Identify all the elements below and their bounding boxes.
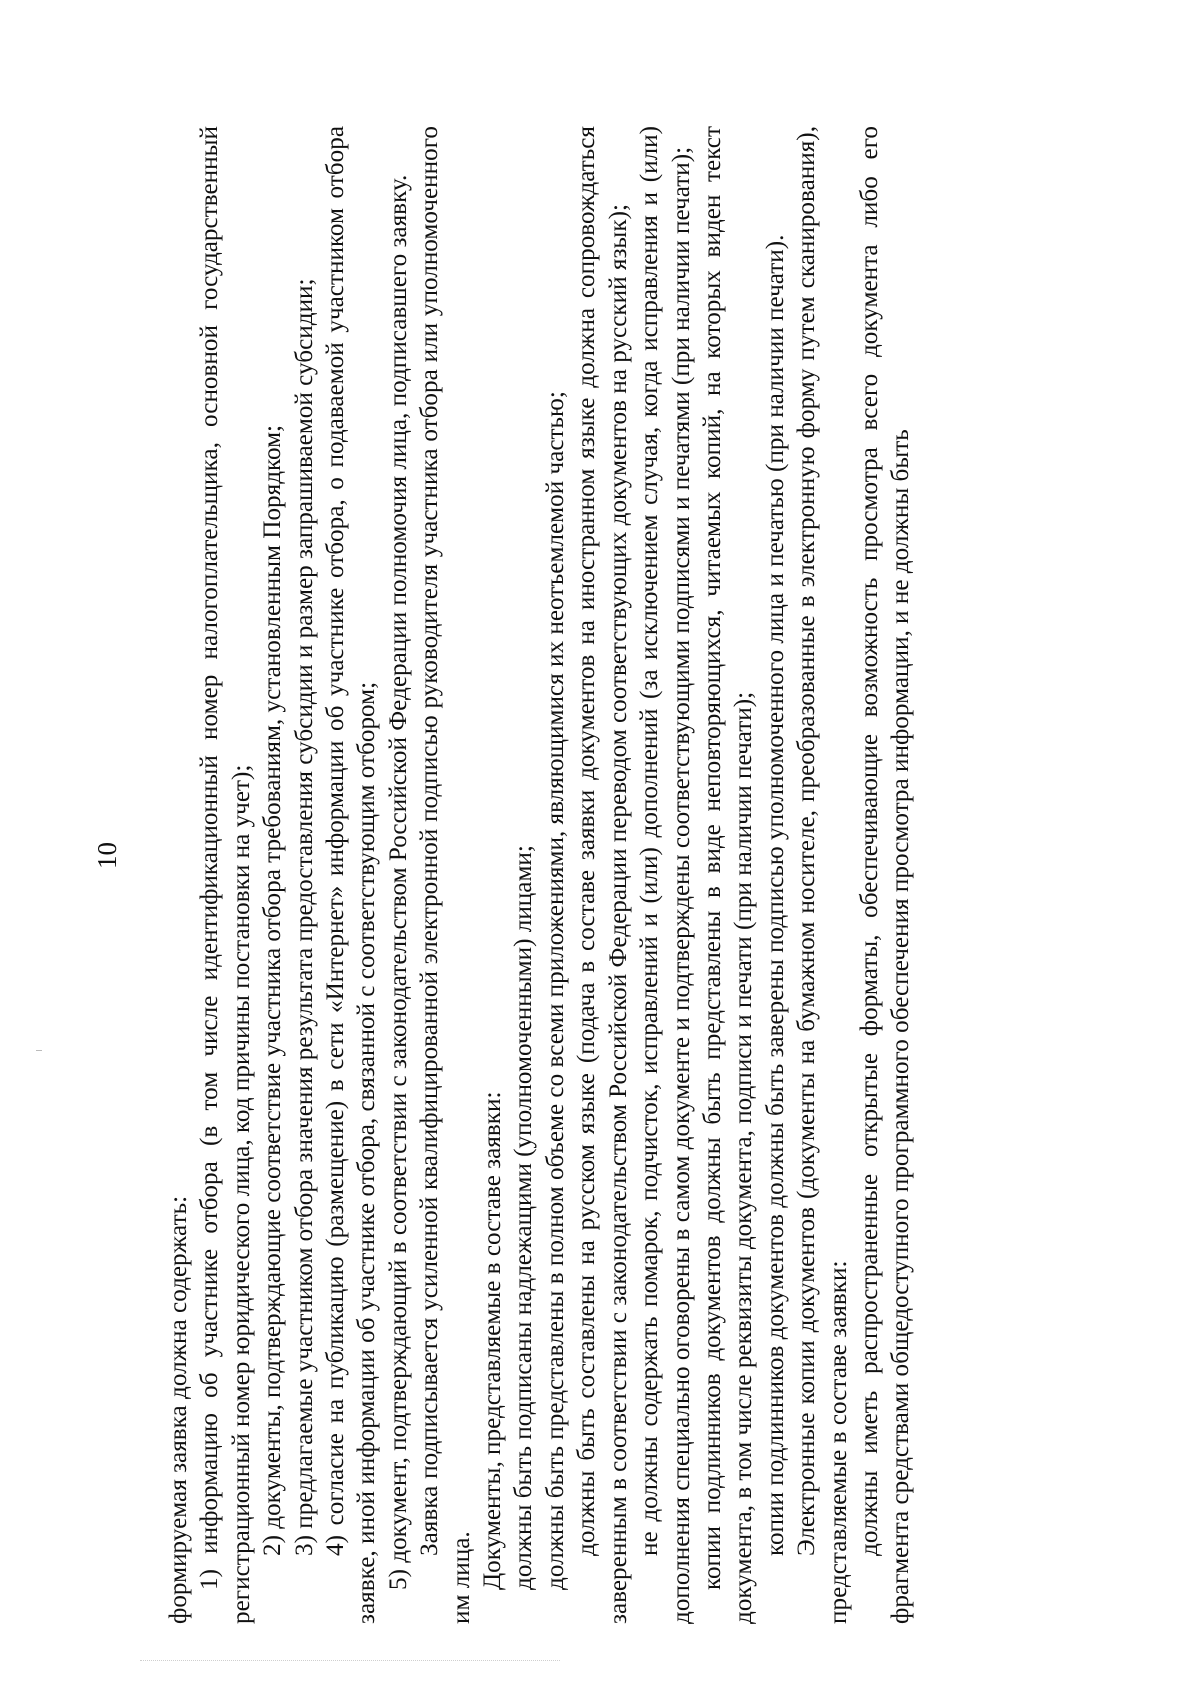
paragraph-req-signed: должны быть подписаны надлежащими (уполномоченными) лицами;	[510, 845, 538, 1590]
paragraph-req-copies-certified: копии подлинников документов должны быть заверены подписью уполномоченного лица и печатью (при наличии печати).	[761, 234, 789, 1556]
paragraph-item-3: 3) предлагаемые участником отбора значения результата предоставления субсидии и размер запрашиваемой субсидии;	[290, 278, 318, 1556]
paragraph-electronic-copies: Электронные копии документов (документы на бумажном носителе, преобразованные в электронную форму путем сканирования), представляемые в составе заявки:	[793, 126, 852, 1624]
paragraph-req-complete: должны быть представлены в полном объеме со всеми приложениями, являющимися их неотъемлемой частью;	[541, 391, 569, 1590]
faint-scan-marks	[140, 1660, 560, 1665]
paragraph-item-4: 4) согласие на публикацию (размещение) в сети «Интернет» информации об участнике отбора, о подаваемой участником отбора заявке, иной информации об участнике отбора, связанной с соответствующим отбором;	[322, 126, 381, 1624]
paragraph-intro: формируемая заявка должна содержать:	[165, 1195, 192, 1624]
paragraph-item-5: 5) документ, подтверждающий в соответствии с законодательством Российской Федерации полномочия лица, подписавшего заявку.	[384, 174, 412, 1590]
paragraph-formats: должны иметь распространенные открытые форматы, обеспечивающие возможность просмотра всего документа либо его фрагмента средствами общедоступного программного обеспечения просмотра информации, и не должны быть	[855, 126, 915, 1624]
document-body	[163, 126, 1095, 1624]
paragraph-req-russian: должны быть составлены на русском языке (подача в составе заявки документов на иностранном языке должна сопровождаться заверенным в соответствии с законодательством Российской Федерации переводом соответствующих документов на русский язык);	[573, 126, 632, 1624]
paragraph-req-no-corrections: не должны содержать помарок, подчисток, исправлений и (или) дополнений (за исключением случая, когда исправления и (или) дополнения специально оговорены в самом документе и подтверждены соответствующими подписями и печатями (при наличии печати);	[636, 126, 695, 1624]
paragraph-req-copies-readable: копии подлинников документов должны быть представлены в виде неповторяющихся, читаемых копий, на которых виден текст документа, в том числе реквизиты документа, подписи и печати (при наличии печати);	[698, 126, 758, 1624]
paragraph-item-2: 2) документы, подтверждающие соответствие участника отбора требованиям, установленным Порядком;	[259, 424, 287, 1556]
page-number: 10	[92, 842, 122, 869]
scan-speck	[36, 1050, 42, 1051]
paragraph-item-1: 1) информацию об участнике отбора (в том числе идентификационный номер налогоплательщика, основной государственный регистрационный номер юридического лица, код причины постановки на учет);	[196, 126, 255, 1624]
paragraph-signature: Заявка подписывается усиленной квалифицированной электронной подписью руководителя участника отбора или уполномоченного им лица.	[416, 126, 475, 1624]
paragraph-docs-heading: Документы, представляемые в составе заявки:	[479, 1091, 507, 1590]
